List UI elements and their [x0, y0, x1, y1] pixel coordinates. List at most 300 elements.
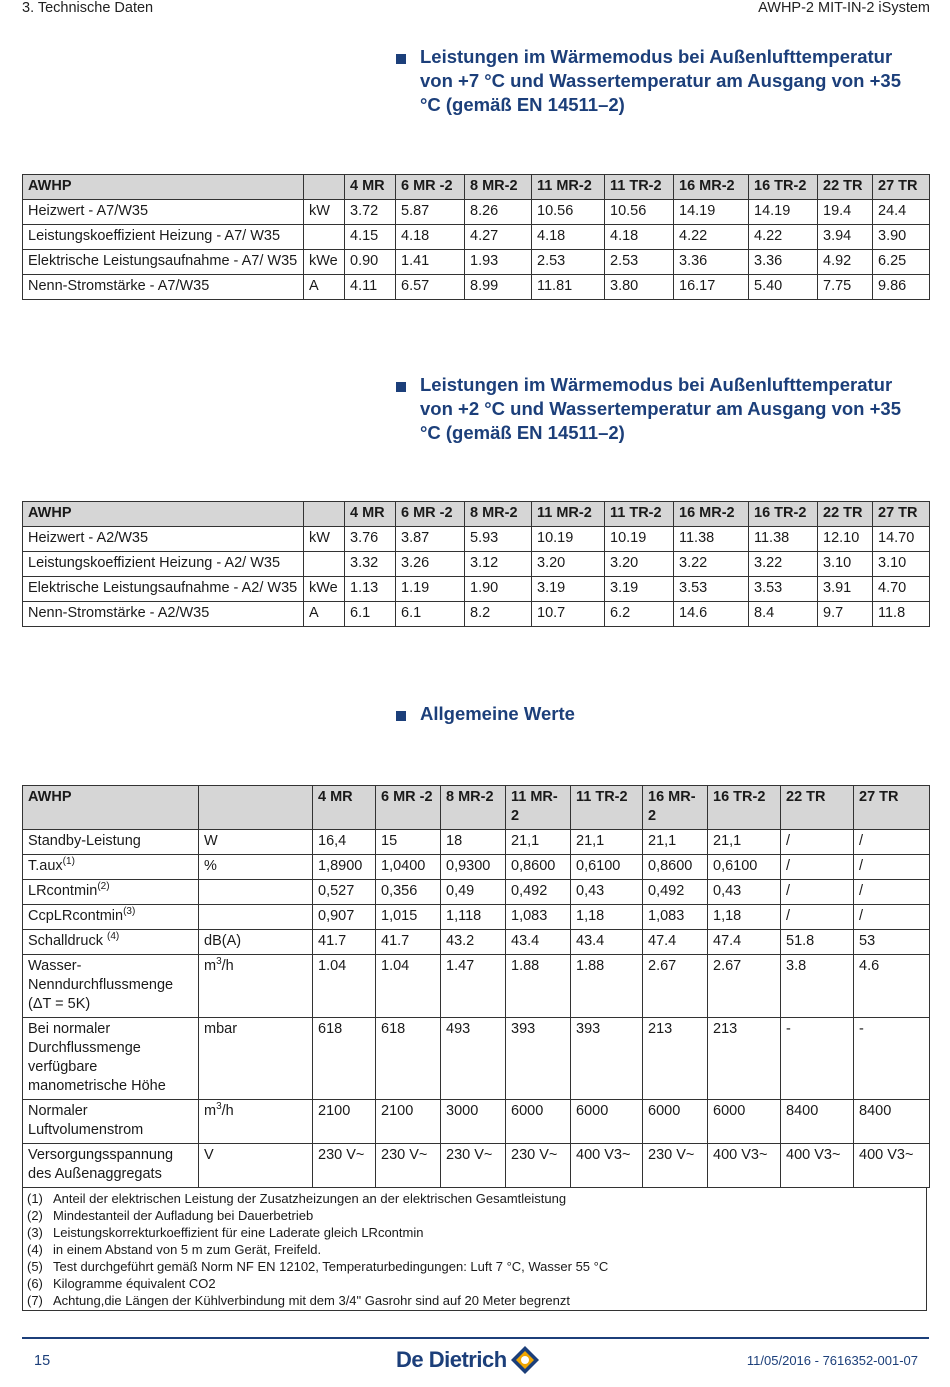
value-cell: 393 — [571, 1018, 643, 1100]
column-header: 6 MR -2 — [376, 786, 441, 830]
unit-cell: kW — [304, 200, 345, 225]
value-cell: 24.4 — [873, 200, 930, 225]
column-header: 27 TR — [873, 175, 930, 200]
value-cell: 11.8 — [873, 602, 930, 627]
value-cell: 43.2 — [441, 930, 506, 955]
table-row — [23, 200, 930, 225]
value-cell: 493 — [441, 1018, 506, 1100]
value-cell: 4.70 — [873, 577, 930, 602]
value-cell: 21,1 — [643, 830, 708, 855]
value-cell: 18 — [441, 830, 506, 855]
column-header — [199, 786, 313, 830]
unit-cell: kWe — [304, 577, 345, 602]
value-cell: 3.90 — [873, 225, 930, 250]
value-cell: 3.36 — [749, 250, 818, 275]
value-cell: 11.38 — [749, 527, 818, 552]
row-label: Elektrische Leistungsaufnahme - A7/ W35 — [23, 250, 304, 275]
value-cell: 0,907 — [313, 905, 376, 930]
unit-text: m — [204, 958, 217, 974]
unit-cell — [304, 552, 345, 577]
value-cell: 0,492 — [643, 880, 708, 905]
value-cell: - — [781, 1018, 854, 1100]
brand-logo — [396, 1343, 540, 1377]
footnote-text: Achtung,die Längen der Kühlverbindung mit dem 3/4" Gasrohr sind auf 20 Meter begrenzt — [53, 1293, 570, 1308]
value-cell: 47.4 — [708, 930, 781, 955]
unit-cell — [199, 1144, 313, 1188]
value-cell: 8400 — [781, 1100, 854, 1144]
value-cell: 11.81 — [532, 275, 605, 300]
value-cell: 1,18 — [571, 905, 643, 930]
unit-cell — [304, 225, 345, 250]
value-cell: 6000 — [708, 1100, 781, 1144]
value-cell: 1,118 — [441, 905, 506, 930]
row-label — [23, 830, 199, 855]
value-cell: / — [854, 830, 930, 855]
brand-wordmark: De Dietrich — [396, 1347, 507, 1372]
value-cell: 3.12 — [465, 552, 532, 577]
value-cell: 5.87 — [396, 200, 465, 225]
row-label — [23, 855, 199, 880]
value-cell: 0,9300 — [441, 855, 506, 880]
column-header — [304, 175, 345, 200]
column-header: 22 TR — [781, 786, 854, 830]
value-cell: 5.93 — [465, 527, 532, 552]
value-cell: 1.88 — [571, 955, 643, 1018]
column-header: 22 TR — [818, 502, 873, 527]
unit-exponent: 3 — [216, 1101, 222, 1113]
value-cell: 3.19 — [532, 577, 605, 602]
value-cell: 400 V3~ — [781, 1144, 854, 1188]
value-cell: 0,492 — [506, 880, 571, 905]
value-cell: 0,8600 — [506, 855, 571, 880]
value-cell: 1,083 — [506, 905, 571, 930]
footnote — [27, 1241, 926, 1258]
value-cell: 7.75 — [818, 275, 873, 300]
footnote — [27, 1275, 926, 1292]
value-cell: 3.72 — [345, 200, 396, 225]
value-cell: 6000 — [506, 1100, 571, 1144]
table-row — [23, 830, 930, 855]
row-label-text: LRcontmin — [28, 883, 98, 899]
value-cell: 21,1 — [708, 830, 781, 855]
unit-cell — [199, 905, 313, 930]
row-label-text: Standby-Leistung — [28, 833, 141, 849]
value-cell: 12.10 — [818, 527, 873, 552]
value-cell: 1.04 — [376, 955, 441, 1018]
value-cell: 0,6100 — [571, 855, 643, 880]
value-cell: 0,527 — [313, 880, 376, 905]
value-cell: 3.26 — [396, 552, 465, 577]
value-cell: 3.76 — [345, 527, 396, 552]
row-label-text: Versorgungsspannung des Außenaggregats — [28, 1147, 174, 1182]
value-cell: 1.41 — [396, 250, 465, 275]
column-header: 4 MR — [313, 786, 376, 830]
value-cell: 213 — [643, 1018, 708, 1100]
value-cell: 0,43 — [571, 880, 643, 905]
row-label-text: Wasser-Nenndurchflussmenge (ΔT = 5K) — [28, 958, 174, 1012]
column-header: 4 MR — [345, 175, 396, 200]
table-header-row — [23, 786, 930, 830]
value-cell: 6.1 — [396, 602, 465, 627]
row-label — [23, 880, 199, 905]
unit-suffix: /h — [221, 958, 234, 974]
value-cell: 14.70 — [873, 527, 930, 552]
value-cell: 0.90 — [345, 250, 396, 275]
table-row — [23, 930, 930, 955]
value-cell: 2.67 — [643, 955, 708, 1018]
value-cell: / — [781, 830, 854, 855]
table-header-row — [23, 502, 930, 527]
row-label: Nenn-Stromstärke - A7/W35 — [23, 275, 304, 300]
row-label-text: Bei normaler Durchflussmenge verfügbare manometrische Höhe — [28, 1021, 166, 1094]
value-cell: 41.7 — [313, 930, 376, 955]
row-label — [23, 1018, 199, 1100]
table-row — [23, 527, 930, 552]
value-cell: 3.91 — [818, 577, 873, 602]
table-row — [23, 905, 930, 930]
value-cell: 4.11 — [345, 275, 396, 300]
unit-cell: kWe — [304, 250, 345, 275]
column-header: AWHP — [23, 786, 199, 830]
value-cell: 3.22 — [749, 552, 818, 577]
row-label: Nenn-Stromstärke - A2/W35 — [23, 602, 304, 627]
value-cell: 1.47 — [441, 955, 506, 1018]
value-cell: / — [854, 880, 930, 905]
unit-text: dB(A) — [204, 933, 242, 949]
row-label-text: Normaler Luftvolumenstrom — [28, 1103, 144, 1138]
footnote-ref: (4) — [106, 931, 120, 943]
column-header: 16 TR-2 — [749, 502, 818, 527]
unit-suffix: /h — [221, 1103, 234, 1119]
column-header: 11 MR-2 — [506, 786, 571, 830]
footnote-number: (6) — [27, 1276, 43, 1291]
footnote-ref: (2) — [97, 881, 110, 893]
value-cell: 1,0400 — [376, 855, 441, 880]
table-header-row — [23, 175, 930, 200]
unit-cell — [199, 830, 313, 855]
value-cell: 4.18 — [396, 225, 465, 250]
value-cell: 4.6 — [854, 955, 930, 1018]
value-cell: 14.19 — [674, 200, 749, 225]
value-cell: 3.36 — [674, 250, 749, 275]
value-cell: 393 — [506, 1018, 571, 1100]
square-bullet-icon — [396, 382, 406, 392]
value-cell: 3.20 — [532, 552, 605, 577]
value-cell: 43.4 — [571, 930, 643, 955]
value-cell: 1.90 — [465, 577, 532, 602]
table-row — [23, 1144, 930, 1188]
value-cell: 6.57 — [396, 275, 465, 300]
unit-cell — [199, 880, 313, 905]
value-cell: 6.1 — [345, 602, 396, 627]
column-header: 8 MR-2 — [465, 175, 532, 200]
brand-emblem-icon — [510, 1345, 540, 1375]
column-header: 27 TR — [854, 786, 930, 830]
column-header: 16 TR-2 — [749, 175, 818, 200]
value-cell: 10.19 — [532, 527, 605, 552]
value-cell: 1.19 — [396, 577, 465, 602]
unit-text: W — [204, 833, 218, 849]
value-cell: 0,43 — [708, 880, 781, 905]
column-header: 11 MR-2 — [532, 502, 605, 527]
value-cell: 3.20 — [605, 552, 674, 577]
value-cell: 4.18 — [532, 225, 605, 250]
footnote-number: (3) — [27, 1225, 43, 1240]
document-reference: 11/05/2016 - 7616352-001-07 — [746, 1353, 918, 1368]
footnote — [27, 1190, 926, 1207]
section-title-a7 — [396, 45, 916, 117]
square-bullet-icon — [396, 711, 406, 721]
unit-cell — [199, 955, 313, 1018]
value-cell: 10.56 — [532, 200, 605, 225]
table-row — [23, 955, 930, 1018]
value-cell: 618 — [376, 1018, 441, 1100]
unit-text: mbar — [204, 1021, 238, 1037]
column-header: 16 MR-2 — [674, 502, 749, 527]
row-label — [23, 955, 199, 1018]
footnote-number: (7) — [27, 1293, 43, 1308]
value-cell: 2100 — [376, 1100, 441, 1144]
value-cell: 8.26 — [465, 200, 532, 225]
column-header: 16 TR-2 — [708, 786, 781, 830]
value-cell: 400 V3~ — [854, 1144, 930, 1188]
section-title-text: Allgemeine Werte — [420, 703, 575, 724]
value-cell: 230 V~ — [313, 1144, 376, 1188]
footnote-number: (1) — [27, 1191, 43, 1206]
footnote-text: Mindestanteil der Aufladung bei Dauerbetrieb — [53, 1208, 314, 1223]
section-title-text: Leistungen im Wärmemodus bei Außenlufttemperatur von +2 °C und Wassertemperatur am Ausgang von +35 °C (gemäß EN 14511–2) — [420, 374, 901, 443]
value-cell: 3.80 — [605, 275, 674, 300]
unit-cell — [199, 1100, 313, 1144]
value-cell: 4.22 — [674, 225, 749, 250]
value-cell: 0,49 — [441, 880, 506, 905]
table-row — [23, 577, 930, 602]
column-header — [304, 502, 345, 527]
column-header: AWHP — [23, 175, 304, 200]
section-title-a2 — [396, 373, 916, 445]
value-cell: / — [781, 880, 854, 905]
value-cell: 9.86 — [873, 275, 930, 300]
value-cell: 3.32 — [345, 552, 396, 577]
value-cell: 3000 — [441, 1100, 506, 1144]
value-cell: 618 — [313, 1018, 376, 1100]
section-title-general — [396, 702, 916, 726]
row-label-text: T.aux — [28, 858, 63, 874]
value-cell: 47.4 — [643, 930, 708, 955]
unit-text: % — [204, 858, 217, 874]
value-cell: 1.93 — [465, 250, 532, 275]
value-cell: 1,015 — [376, 905, 441, 930]
value-cell: 2100 — [313, 1100, 376, 1144]
value-cell: 2.53 — [605, 250, 674, 275]
column-header: 22 TR — [818, 175, 873, 200]
footer-divider — [22, 1337, 929, 1339]
table-row — [23, 602, 930, 627]
value-cell: 400 V3~ — [708, 1144, 781, 1188]
table-row — [23, 1018, 930, 1100]
footnote — [27, 1224, 926, 1241]
footnote-text: Anteil der elektrischen Leistung der Zusatzheizungen an der elektrischen Gesamtleistung — [53, 1191, 567, 1206]
footnote-text: Test durchgeführt gemäß Norm NF EN 12102, Temperaturbedingungen: Luft 7 °C, Wasser 55 °C — [53, 1259, 609, 1274]
value-cell: 21,1 — [506, 830, 571, 855]
value-cell: 3.53 — [674, 577, 749, 602]
table-row — [23, 880, 930, 905]
value-cell: 2.53 — [532, 250, 605, 275]
value-cell: 213 — [708, 1018, 781, 1100]
column-header: 27 TR — [873, 502, 930, 527]
value-cell: 21,1 — [571, 830, 643, 855]
value-cell: 51.8 — [781, 930, 854, 955]
value-cell: - — [854, 1018, 930, 1100]
column-header: 11 MR-2 — [532, 175, 605, 200]
column-header: 16 MR-2 — [643, 786, 708, 830]
footnote — [27, 1292, 926, 1309]
value-cell: / — [781, 855, 854, 880]
table-row — [23, 225, 930, 250]
value-cell: 16.17 — [674, 275, 749, 300]
value-cell: 11.38 — [674, 527, 749, 552]
value-cell: 3.53 — [749, 577, 818, 602]
row-label — [23, 930, 199, 955]
value-cell: 10.56 — [605, 200, 674, 225]
row-label — [23, 1144, 199, 1188]
unit-exponent: 3 — [216, 956, 222, 968]
unit-cell — [199, 1018, 313, 1100]
row-label: Leistungskoeffizient Heizung - A7/ W35 — [23, 225, 304, 250]
value-cell: 8.99 — [465, 275, 532, 300]
value-cell: 1.88 — [506, 955, 571, 1018]
table-row — [23, 552, 930, 577]
footnote-text: Kilogramme équivalent CO2 — [53, 1276, 216, 1291]
row-label-text: Schalldruck — [28, 933, 107, 949]
value-cell: 1.13 — [345, 577, 396, 602]
value-cell: 53 — [854, 930, 930, 955]
value-cell: 8400 — [854, 1100, 930, 1144]
value-cell: 19.4 — [818, 200, 873, 225]
value-cell: 230 V~ — [441, 1144, 506, 1188]
value-cell: 8.2 — [465, 602, 532, 627]
column-header: 16 MR-2 — [674, 175, 749, 200]
value-cell: 1.04 — [313, 955, 376, 1018]
unit-text: m — [204, 1103, 217, 1119]
column-header: 8 MR-2 — [465, 502, 532, 527]
value-cell: 8.4 — [749, 602, 818, 627]
footnote-text: in einem Abstand von 5 m zum Gerät, Freifeld. — [53, 1242, 322, 1257]
footnote-number: (4) — [27, 1242, 43, 1257]
value-cell: 5.40 — [749, 275, 818, 300]
unit-cell: A — [304, 602, 345, 627]
value-cell: 230 V~ — [643, 1144, 708, 1188]
value-cell: 3.22 — [674, 552, 749, 577]
value-cell: / — [781, 905, 854, 930]
table-row — [23, 1100, 930, 1144]
value-cell: 3.10 — [818, 552, 873, 577]
unit-cell — [199, 855, 313, 880]
row-label: Heizwert - A7/W35 — [23, 200, 304, 225]
footnote-number: (5) — [27, 1259, 43, 1274]
value-cell: 230 V~ — [376, 1144, 441, 1188]
row-label: Leistungskoeffizient Heizung - A2/ W35 — [23, 552, 304, 577]
table-performance-a2 — [22, 501, 930, 627]
value-cell: 1,083 — [643, 905, 708, 930]
value-cell: 3.8 — [781, 955, 854, 1018]
value-cell: 6.25 — [873, 250, 930, 275]
value-cell: 16,4 — [313, 830, 376, 855]
value-cell: 0,6100 — [708, 855, 781, 880]
row-label: Heizwert - A2/W35 — [23, 527, 304, 552]
value-cell: 1,18 — [708, 905, 781, 930]
table-row — [23, 855, 930, 880]
value-cell: 4.15 — [345, 225, 396, 250]
column-header: 11 TR-2 — [605, 175, 674, 200]
unit-cell: kW — [304, 527, 345, 552]
value-cell: 10.7 — [532, 602, 605, 627]
header-document: AWHP-2 MIT-IN-2 iSystem — [758, 0, 930, 16]
value-cell: 10.19 — [605, 527, 674, 552]
value-cell: 400 V3~ — [571, 1144, 643, 1188]
table-performance-a7 — [22, 174, 930, 300]
unit-text: V — [204, 1147, 214, 1163]
value-cell: 3.10 — [873, 552, 930, 577]
footnote-ref: (3) — [123, 906, 136, 918]
value-cell: 4.92 — [818, 250, 873, 275]
value-cell: 6.2 — [605, 602, 674, 627]
footnote — [27, 1258, 926, 1275]
value-cell: 9.7 — [818, 602, 873, 627]
footnotes — [22, 1188, 927, 1311]
column-header: 6 MR -2 — [396, 175, 465, 200]
value-cell: 41.7 — [376, 930, 441, 955]
value-cell: 3.87 — [396, 527, 465, 552]
footnote-ref: (1) — [62, 856, 75, 868]
unit-cell — [199, 930, 313, 955]
row-label-text: CcpLRcontmin — [28, 908, 124, 924]
unit-cell: A — [304, 275, 345, 300]
value-cell: / — [854, 855, 930, 880]
value-cell: 0,8600 — [643, 855, 708, 880]
value-cell: 14.19 — [749, 200, 818, 225]
table-row — [23, 275, 930, 300]
column-header: 8 MR-2 — [441, 786, 506, 830]
value-cell: 1,8900 — [313, 855, 376, 880]
row-label — [23, 1100, 199, 1144]
column-header: AWHP — [23, 502, 304, 527]
value-cell: 6000 — [571, 1100, 643, 1144]
value-cell: 14.6 — [674, 602, 749, 627]
value-cell: 3.19 — [605, 577, 674, 602]
value-cell: 43.4 — [506, 930, 571, 955]
value-cell: 0,356 — [376, 880, 441, 905]
page-number: 15 — [34, 1353, 51, 1369]
section-title-text: Leistungen im Wärmemodus bei Außenlufttemperatur von +7 °C und Wassertemperatur am Ausgang von +35 °C (gemäß EN 14511–2) — [420, 46, 901, 115]
square-bullet-icon — [396, 54, 406, 64]
header-chapter: 3. Technische Daten — [22, 0, 154, 16]
table-general-values — [22, 785, 930, 1188]
value-cell: 4.22 — [749, 225, 818, 250]
value-cell: 3.94 — [818, 225, 873, 250]
value-cell: / — [854, 905, 930, 930]
column-header: 11 TR-2 — [571, 786, 643, 830]
column-header: 6 MR -2 — [396, 502, 465, 527]
column-header: 4 MR — [345, 502, 396, 527]
footnote-number: (2) — [27, 1208, 43, 1223]
value-cell: 15 — [376, 830, 441, 855]
value-cell: 4.18 — [605, 225, 674, 250]
value-cell: 4.27 — [465, 225, 532, 250]
row-label: Elektrische Leistungsaufnahme - A2/ W35 — [23, 577, 304, 602]
value-cell: 6000 — [643, 1100, 708, 1144]
value-cell: 2.67 — [708, 955, 781, 1018]
